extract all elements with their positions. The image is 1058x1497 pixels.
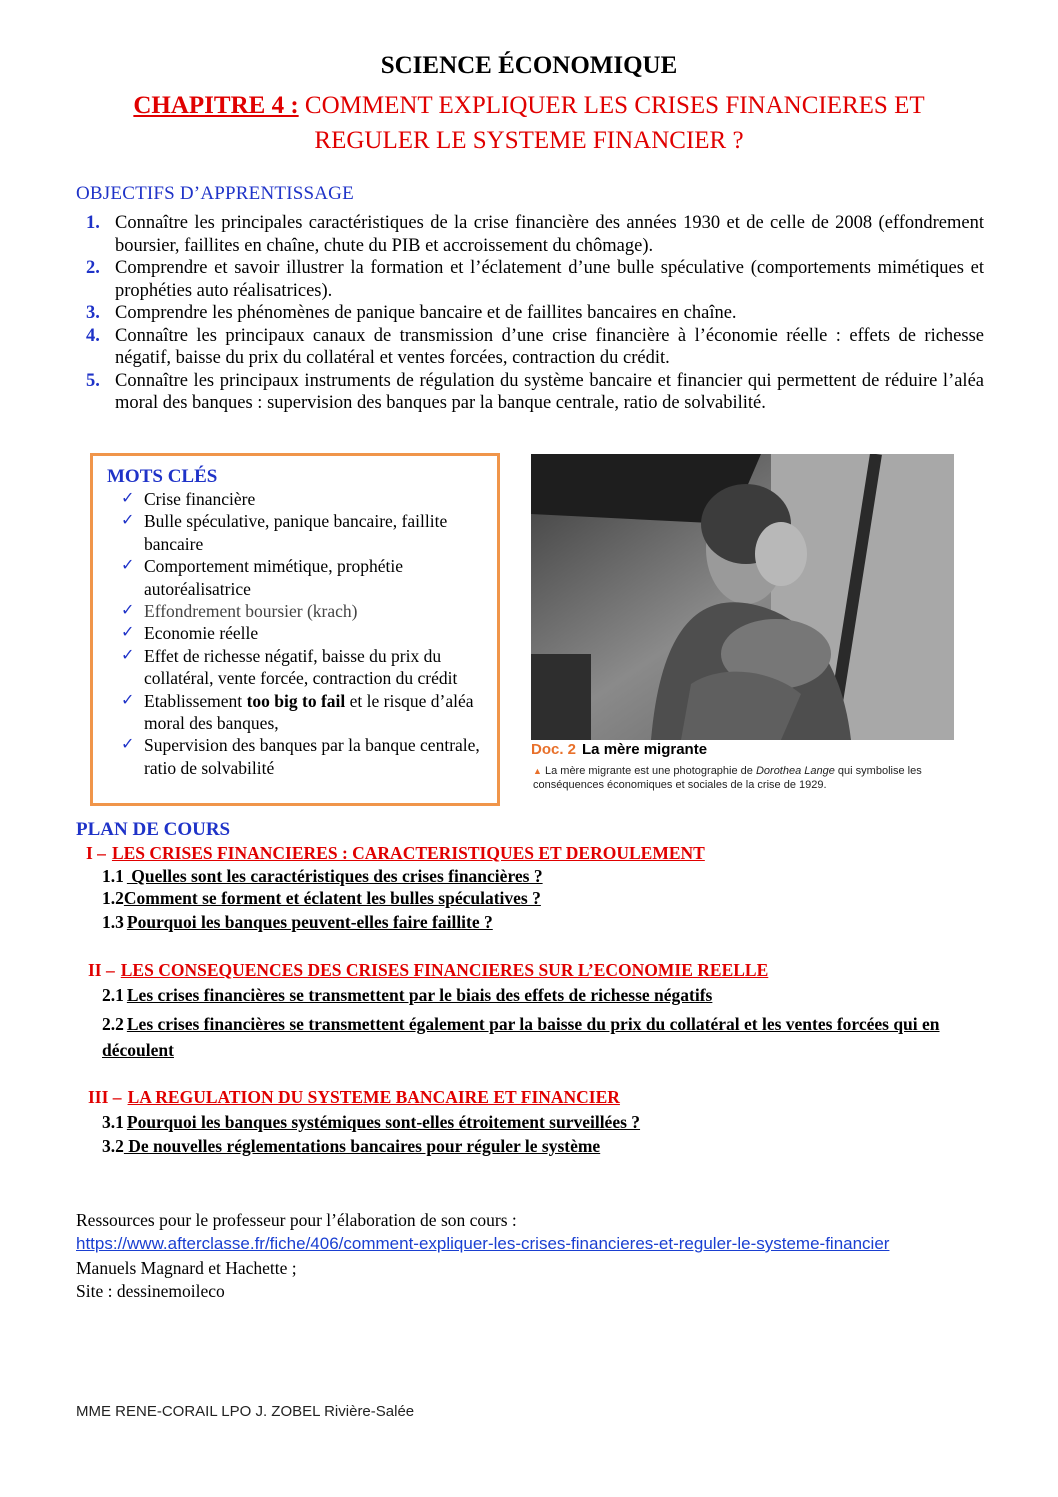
keywords-box — [90, 453, 500, 806]
subsection-title: Pourquoi les banques peuvent-elles faire faillite ? — [126, 912, 493, 932]
subsection-title: Comment se forment et éclatent les bulles spéculatives ? — [123, 888, 541, 908]
objective-number: 1. — [86, 213, 100, 233]
chapter-title-line2: REGULER LE SYSTEME FINANCIER ? — [314, 127, 744, 154]
plan-subsection — [102, 887, 541, 910]
objective-number: 3. — [86, 303, 100, 323]
objective-text: Comprendre les phénomènes de panique bancaire et de faillites bancaires en chaîne. — [115, 303, 737, 323]
objective-item — [86, 370, 984, 415]
check-icon: ✓ — [121, 736, 135, 754]
keyword-text: Economie réelle — [144, 623, 259, 644]
subsection-number: 2.2 — [102, 1014, 124, 1034]
section-title: LES CRISES FINANCIERES : CARACTERISTIQUES ET DEROULEMENT — [111, 843, 705, 863]
keyword-item — [119, 488, 489, 510]
keyword-text: Etablissement — [144, 690, 247, 711]
subsection-title: De nouvelles réglementations bancaires pour réguler le système — [123, 1136, 601, 1156]
objective-number: 5. — [86, 370, 100, 391]
keyword-bold: too big to fail — [246, 690, 346, 711]
keyword-item — [119, 555, 489, 600]
section-number: III – — [88, 1087, 122, 1107]
subsection-number: 1.2 — [102, 888, 124, 908]
keyword-text: Supervision des banques par la banque centrale, ratio de solvabilité — [144, 735, 480, 778]
subsection-number: 1.1 — [102, 866, 124, 886]
resource-link[interactable]: https://www.afterclasse.fr/fiche/406/comment-expliquer-les-crises-financieres-et-reguler-le-systeme-financier — [76, 1234, 890, 1253]
check-icon: ✓ — [121, 602, 135, 620]
caption-part: qui symbolise les conséquences économiques et sociales de la crise de 1929. — [533, 765, 922, 791]
plan-subsection — [102, 1111, 640, 1134]
photo-image — [531, 454, 954, 740]
keyword-text: des banques, — [184, 713, 279, 734]
objective-item — [86, 257, 984, 302]
keyword-text: aléa moral — [144, 690, 474, 734]
subsection-title: Les crises financières se transmettent par le biais des effets de richesse négatifs — [126, 985, 713, 1005]
resources-books: Manuels Magnard et Hachette ; — [76, 1258, 297, 1278]
plan-subsection — [102, 911, 493, 934]
check-icon: ✓ — [121, 646, 135, 664]
caption-title — [531, 741, 707, 758]
keyword-text: Effondrement boursier (krach) — [144, 601, 358, 622]
section-number: I – — [86, 843, 106, 863]
section-number: II – — [88, 960, 115, 980]
chapter-label: CHAPITRE 4 : — [133, 92, 299, 119]
caption-text — [533, 764, 953, 792]
keyword-item — [119, 690, 489, 735]
keywords-heading: MOTS CLÉS — [107, 466, 218, 487]
objectives-heading: OBJECTIFS D’APPRENTISSAGE — [76, 183, 354, 204]
figure-title: La mère migrante — [582, 741, 708, 758]
plan-section — [88, 1087, 620, 1108]
page-footer: MME RENE-CORAIL LPO J. ZOBEL Rivière-Salée — [76, 1403, 415, 1420]
objective-item — [86, 302, 984, 325]
subsection-title: Pourquoi les banques systémiques sont-elles étroitement surveillées ? — [126, 1112, 641, 1132]
objective-item — [86, 325, 984, 370]
check-icon: ✓ — [121, 490, 135, 507]
plan-subsection — [102, 1135, 600, 1158]
keyword-text: Comportement mimétique, prophétie autoréalisatrice — [144, 556, 404, 599]
caption-author: Dorothea Lange — [755, 765, 835, 777]
objective-text: Connaître les principales caractéristiques de la crise financière des années 1930 et de celle de 2008 (effondrement boursier, faillites en chaîne, chute du PIB et accroissement du chômage). — [115, 213, 984, 256]
subsection-number: 3.2 — [102, 1136, 124, 1156]
keyword-text: Bulle spéculative, panique bancaire, faillite bancaire — [144, 511, 448, 554]
subsection-number: 3.1 — [102, 1112, 124, 1132]
objectives-list — [86, 212, 984, 415]
section-title: LES CONSEQUENCES DES CRISES FINANCIERES SUR L’ECONOMIE REELLE — [120, 960, 769, 980]
check-icon: ✓ — [121, 557, 135, 575]
keyword-item — [119, 622, 489, 644]
objective-number: 2. — [86, 258, 100, 278]
plan-subsection — [102, 865, 543, 888]
subsection-title: Les crises financières se transmettent également par la baisse du prix du collatéral et les ventes forcées qui en découlent — [102, 1014, 940, 1060]
keyword-item — [119, 734, 489, 779]
keyword-item — [119, 600, 489, 622]
check-icon: ✓ — [121, 691, 135, 709]
keywords-list — [119, 488, 489, 779]
subject-title: SCIENCE ÉCONOMIQUE — [380, 52, 678, 79]
caption-part: La mère migrante est une photographie de — [544, 765, 756, 777]
doc-label: Doc. 2 — [531, 741, 577, 758]
objective-text: Connaître les principaux instruments de régulation du système bancaire et financier qui permettent de réduire l’aléa moral des banques : supervision des banques par la banque centrale, ratio de solvabilité. — [115, 370, 984, 413]
photo-caption — [531, 740, 954, 796]
section-title: LA REGULATION DU SYSTEME BANCAIRE ET FINANCIER — [127, 1087, 620, 1107]
subsection-title: Quelles sont les caractéristiques des crises financières ? — [126, 866, 543, 886]
objective-item — [86, 212, 984, 257]
check-icon: ✓ — [121, 512, 135, 530]
keyword-item — [119, 645, 489, 690]
triangle-icon: ▲ — [533, 766, 542, 776]
resources-site: Site : dessinemoileco — [76, 1281, 225, 1301]
keyword-text: Effet de richesse négatif, baisse du prix du collatéral, vente forcée, contraction du crédit — [144, 645, 458, 689]
check-icon: ✓ — [121, 624, 135, 642]
keyword-text: et le risque d’ — [345, 690, 446, 711]
keyword-item — [119, 510, 489, 555]
subsection-number: 2.1 — [102, 985, 124, 1005]
plan-section — [86, 843, 705, 864]
objective-text: Connaître les principaux canaux de transmission d’une crise financière à l’économie réelle : effets de richesse négatif, baisse du prix du collatéral et ventes forcées, contraction du crédit. — [115, 325, 984, 368]
plan-heading: PLAN DE COURS — [76, 819, 231, 840]
chapter-title-line1: COMMENT EXPLIQUER LES CRISES FINANCIERES ET — [304, 92, 925, 119]
objective-text: Comprendre et savoir illustrer la formation et l’éclatement d’une bulle spéculative (comportements mimétiques et prophéties auto réalisatrices). — [115, 258, 984, 301]
resources-intro: Ressources pour le professeur pour l’élaboration de son cours : — [76, 1210, 517, 1230]
subsection-number: 1.3 — [102, 912, 124, 932]
objective-number: 4. — [86, 325, 100, 346]
plan-subsection — [102, 984, 982, 1007]
plan-subsection — [102, 1011, 982, 1063]
migrant-mother-photo — [531, 454, 954, 740]
chapter-title — [60, 88, 998, 158]
keyword-text: Crise financière — [144, 489, 256, 509]
plan-section — [88, 960, 768, 981]
